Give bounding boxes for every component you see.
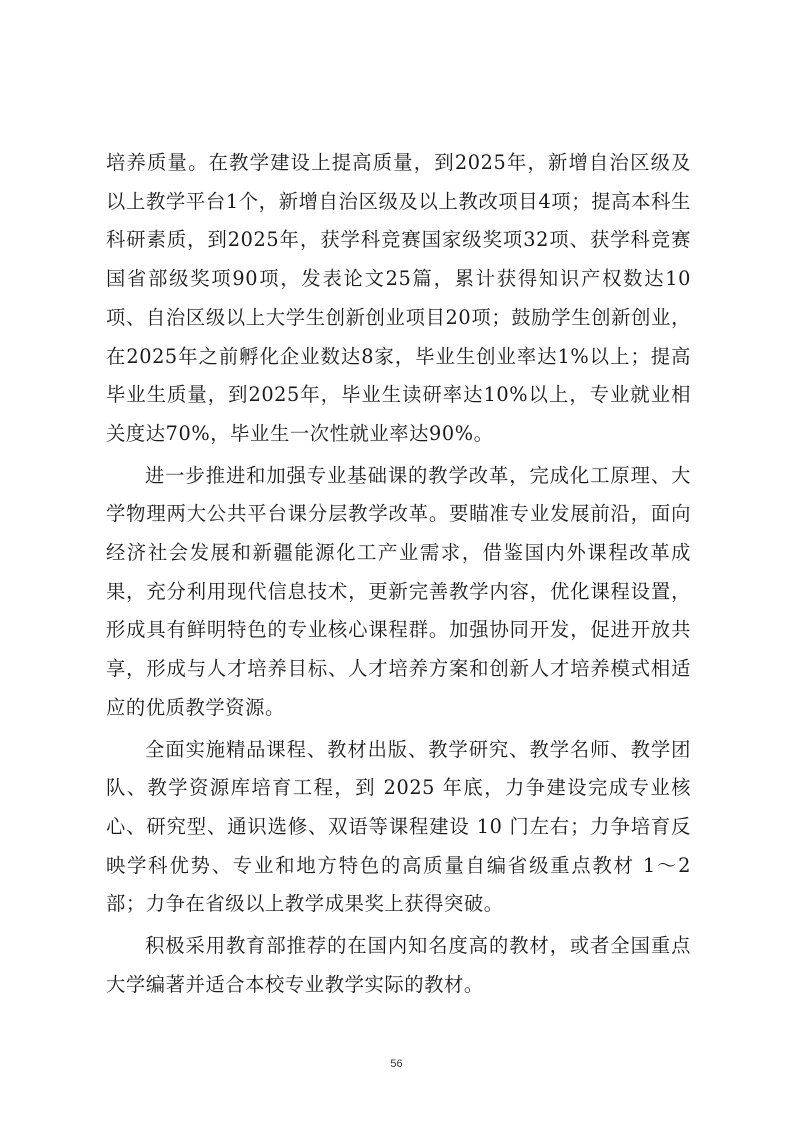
paragraph-textbook-selection: 积极采用教育部推荐的在国内知名度高的教材，或者全国重点大学编著并适合本校专业教学实际的教材。: [106, 934, 691, 996]
paragraph-quality-projects: 全面实施精品课程、教材出版、教学研究、教学名师、教学团队、教学资源库培育工程，到 2025 年底，力争建设完成专业核心、研究型、通识选修、双语等课程建设 10 门左右；力争培育反映学科优势、专业和地方特色的高质量自编省级重点教材 1～2 部；力争在省级以上教学成果奖上获得突破。: [106, 737, 691, 916]
paragraph-course-reform: 进一步推进和加强专业基础课的教学改革，完成化工原理、大学物理两大公共平台课分层教学改革。要瞄准专业发展前沿，面向经济社会发展和新疆能源化工产业需求，借鉴国内外课程改革成果，充分利用现代信息技术，更新完善教学内容，优化课程设置，形成具有鲜明特色的专业核心课程群。加强协同开发，促进开放共享，形成与人才培养目标、人才培养方案和创新人才培养模式相适应的优质教学资源。: [106, 463, 691, 719]
body-text: [106, 144, 691, 1007]
paragraph-quality-targets: 培养质量。在教学建设上提高质量，到2025年，新增自治区级及以上教学平台1个，新增自治区级及以上教改项目4项；提高本科生科研素质，到2025年，获学科竞赛国家级奖项32项、获学科竞赛国省部级奖项90项，发表论文25篇，累计获得知识产权数达10项、自治区级以上大学生创新创业项目20项；鼓励学生创新创业，在2025年之前孵化企业数达8家，毕业生创业率达1%以上；提高毕业生质量，到2025年，毕业生读研率达10%以上，专业就业相关度达70%，毕业生一次性就业率达90%。: [106, 151, 691, 445]
page-number: 56: [390, 1058, 403, 1070]
